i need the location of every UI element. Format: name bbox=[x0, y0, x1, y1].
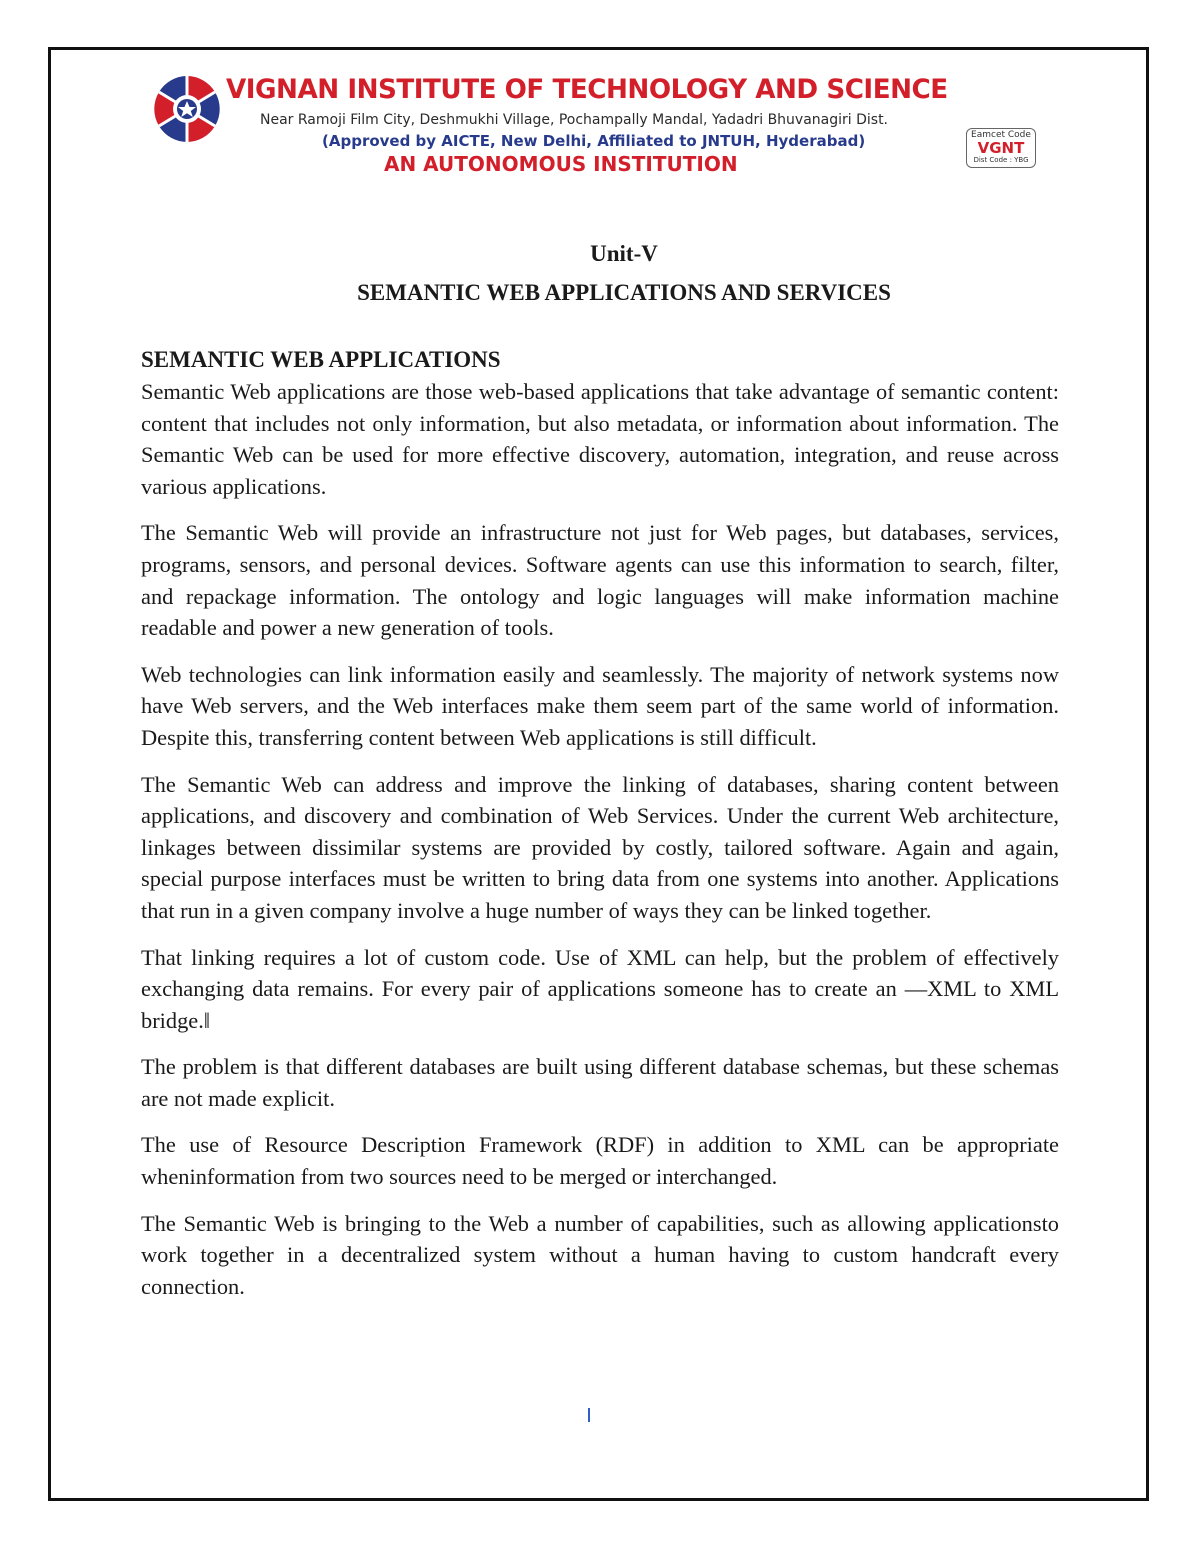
paragraph: The Semantic Web can address and improve the linking of databases, sharing content between applications, and discovery and combination of Web Services. Under the current Web architecture, linkages between dissimilar systems are provided by costly, tailored software. Again and again, special purpose interfaces must be written to bring data from one systems into another. Applications that run in a given company involve a huge number of ways they can be linked together. bbox=[141, 771, 1059, 923]
code-badge-label: Eamcet Code bbox=[971, 130, 1031, 140]
code-badge-code: VGNT bbox=[977, 139, 1025, 157]
document-title: SEMANTIC WEB APPLICATIONS AND SERVICES bbox=[357, 280, 891, 305]
section-heading: SEMANTIC WEB APPLICATIONS bbox=[141, 347, 501, 372]
institution-status: AN AUTONOMOUS INSTITUTION bbox=[384, 152, 738, 176]
institution-approval: (Approved by AICTE, New Delhi, Affiliated to JNTUH, Hyderabad) bbox=[322, 132, 866, 150]
paragraph: That linking requires a lot of custom code. Use of XML can help, but the problem of effectively exchanging data remains. For every pair of applications someone has to create an ―XML to XML bridge.‖ bbox=[141, 944, 1059, 1033]
document-body bbox=[141, 344, 1059, 1317]
paragraph: The use of Resource Description Framework (RDF) in addition to XML can be appropriate wheninformation from two sources need to be merged or interchanged. bbox=[141, 1132, 1059, 1190]
text-cursor-mark bbox=[588, 1408, 590, 1422]
letterhead bbox=[150, 72, 1050, 182]
code-badge-dist: Dist Code : YBG bbox=[973, 156, 1029, 164]
unit-title: Unit-V bbox=[590, 241, 658, 266]
eamcet-code-badge bbox=[966, 128, 1036, 168]
institution-address: Near Ramoji Film City, Deshmukhi Village, Pochampally Mandal, Yadadri Bhuvanagiri Dist. bbox=[260, 112, 889, 128]
paragraph: The Semantic Web will provide an infrastructure not just for Web pages, but databases, services, programs, sensors, and personal devices. Software agents can use this information to search, filter, and repackage information. The ontology and logic languages will make information machine readable and power a new generation of tools. bbox=[141, 520, 1059, 641]
institute-logo-icon bbox=[152, 74, 222, 144]
institution-name: VIGNAN INSTITUTE OF TECHNOLOGY AND SCIENCE bbox=[226, 74, 948, 105]
paragraph: Web technologies can link information easily and seamlessly. The majority of network systems now have Web servers, and the Web interfaces make them seem part of the same world of information. Despite this, transferring content between Web applications is still difficult. bbox=[141, 661, 1059, 750]
paragraph: The Semantic Web is bringing to the Web a number of capabilities, such as allowing applicationsto work together in a decentralized system without a human having to custom handcraft every connection. bbox=[141, 1210, 1059, 1299]
paragraph: Semantic Web applications are those web-based applications that take advantage of semantic content: content that includes not only information, but also metadata, or information about information. The Semantic Web can be used for more effective discovery, automation, integration, and reuse across various applications. bbox=[141, 379, 1059, 499]
paragraph: The problem is that different databases are built using different database schemas, but these schemas are not made explicit. bbox=[141, 1054, 1059, 1111]
